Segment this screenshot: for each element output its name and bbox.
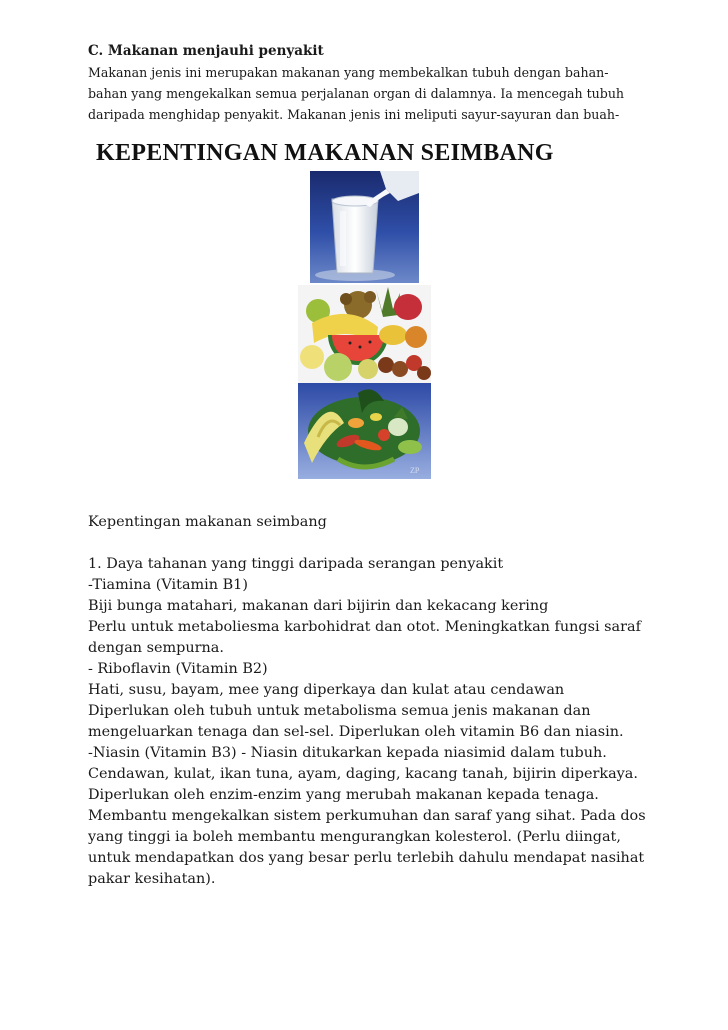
body-line: Perlu untuk metaboliesma karbohidrat dan otot. Meningkatkan fungsi saraf (88, 619, 641, 635)
body-line: -Niasin (Vitamin B3) - Niasin ditukarkan kepada niasimid dalam tubuh. (88, 745, 607, 761)
fruit-photo (298, 285, 431, 383)
section-c-heading: C. Makanan menjauhi penyakit (88, 43, 324, 59)
body-subtitle: Kepentingan makanan seimbang (88, 514, 327, 530)
body-line: - Riboflavin (Vitamin B2) (88, 661, 268, 677)
vegetables-photo (298, 383, 431, 479)
section-c-line: daripada menghidap penyakit. Makanan jenis ini meliputi sayur-sayuran dan buah- (88, 107, 620, 122)
body-line: Cendawan, kulat, ikan tuna, ayam, daging, kacang tanah, bijirin diperkaya. (88, 766, 638, 782)
body-line: -Tiamina (Vitamin B1) (88, 577, 248, 593)
body-line: 1. Daya tahanan yang tinggi daripada serangan penyakit (88, 556, 504, 572)
milk-photo (310, 171, 419, 283)
section-c-line: bahan yang mengekalkan semua perjalanan organ di dalamnya. Ia mencegah tubuh (88, 86, 625, 101)
body-line: yang tinggi ia boleh membantu mengurangkan kolesterol. (Perlu diingat, (88, 829, 621, 845)
page-title: KEPENTINGAN MAKANAN SEIMBANG (96, 140, 554, 166)
section-c (88, 41, 648, 125)
body-line: Biji bunga matahari, makanan dari bijirin dan kekacang kering (88, 598, 549, 614)
body-line: dengan sempurna. (88, 640, 224, 656)
body-line: Membantu mengekalkan sistem perkumuhan dan saraf yang sihat. Pada dos (88, 808, 646, 824)
body-line: Hati, susu, bayam, mee yang diperkaya dan kulat atau cendawan (88, 682, 565, 698)
spacer (88, 533, 648, 554)
body-line: mengeluarkan tenaga dan sel-sel. Diperlukan oleh vitamin B6 dan niasin. (88, 724, 624, 740)
body-text (88, 512, 648, 890)
body-line: pakar kesihatan). (88, 871, 216, 887)
svg-text:ZP: ZP (410, 466, 420, 475)
section-c-line: Makanan jenis ini merupakan makanan yang membekalkan tubuh dengan bahan- (88, 65, 609, 80)
body-line: untuk mendapatkan dos yang besar perlu terlebih dahulu mendapat nasihat (88, 850, 645, 866)
body-line: Diperlukan oleh tubuh untuk metabolisma semua jenis makanan dan (88, 703, 591, 719)
body-line: Diperlukan oleh enzim-enzim yang merubah makanan kepada tenaga. (88, 787, 599, 803)
